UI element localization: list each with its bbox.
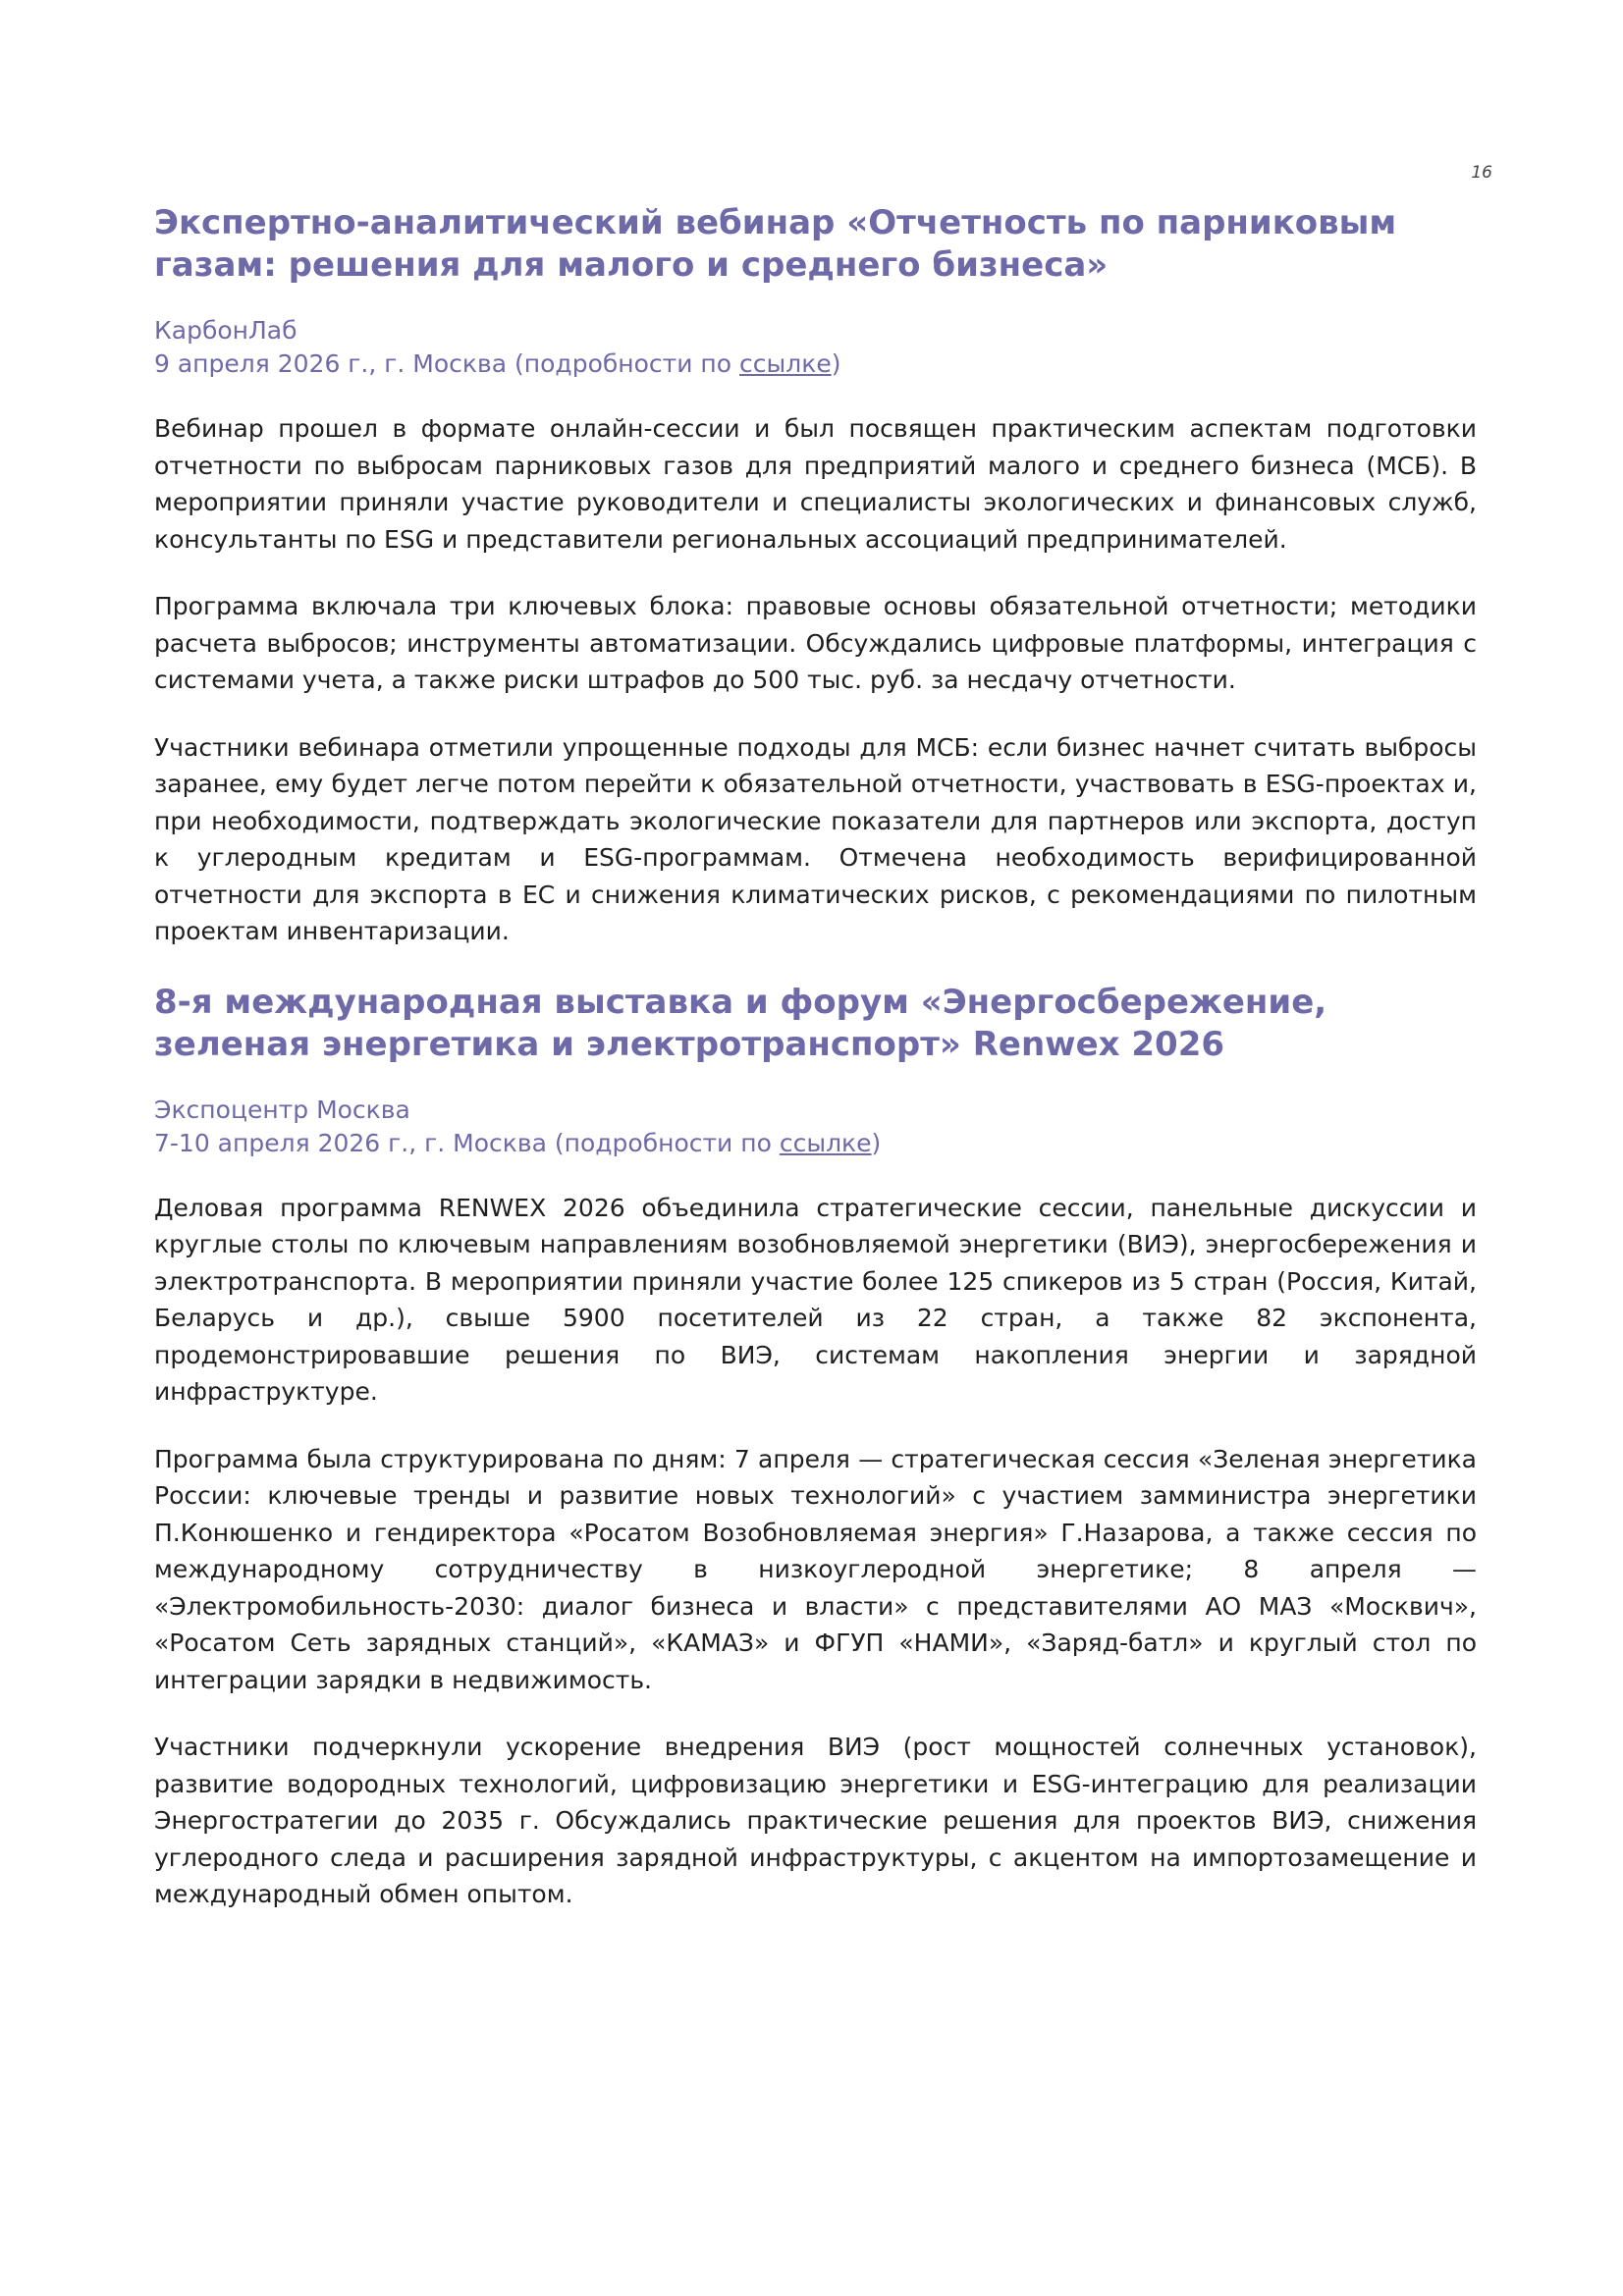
event-details (154, 347, 1477, 381)
event-section-renwex (154, 982, 1477, 1913)
event-organizer: Экспоцентр Москва (154, 1095, 410, 1124)
event-date-location: 7-10 апреля 2026 г., г. Москва (подробности по (154, 1128, 780, 1157)
event-title: Экспертно-аналитический вебинар «Отчетность по парниковым газам: решения для малого и среднего бизнеса» (154, 203, 1397, 285)
details-link[interactable]: ссылке (739, 349, 832, 378)
event-meta (154, 1094, 1477, 1160)
details-close-paren: ) (831, 349, 841, 378)
event-details (154, 1127, 1477, 1160)
paragraph: Участники вебинара отметили упрощенные подходы для МСБ: если бизнес начнет считать выбросы заранее, ему будет легче потом перейти к обязательной отчетности, участвовать в ESG-проектах и, при необходимости, подтверждать экологические показатели для партнеров или экспорта, доступ к углеродным кредитам и ESG-программам. Отмечена необходимость верифицированной отчетности для экспорта в ЕС и снижения климатических рисков, с рекомендациями по пилотным проектам инвентаризации. (154, 732, 1477, 945)
page-number: 16 (1471, 163, 1492, 183)
event-section-webinar (154, 202, 1477, 950)
details-close-paren: ) (871, 1128, 882, 1157)
document-body (154, 202, 1477, 1913)
event-date-location: 9 апреля 2026 г., г. Москва (подробности по (154, 349, 740, 378)
event-meta (154, 314, 1477, 381)
event-organizer: КарбонЛаб (154, 316, 298, 345)
paragraph: Вебинар прошел в формате онлайн-сессии и был посвящен практическим аспектам подготовки отчетности по выбросам парниковых газов для предприятий малого и среднего бизнеса (МСБ). В мероприятии приняли участие руководители и специалисты экологических и финансовых служб, консультанты по ESG и представители региональных ассоциаций предпринимателей. (154, 414, 1477, 554)
paragraph: Участники подчеркнули ускорение внедрения ВИЭ (рост мощностей солнечных установок), развитие водородных технологий, цифровизацию энергетики и ESG-интеграцию для реализации Энергостратегии до 2035 г. Обсуждались практические решения для проектов ВИЭ, снижения углеродного следа и расширения зарядной инфраструктуры, с акцентом на импортозамещение и международный обмен опытом. (154, 1733, 1477, 1908)
paragraph: Программа включала три ключевых блока: правовые основы обязательной отчетности; методики расчета выбросов; инструменты автоматизации. Обсуждались цифровые платформы, интеграция с системами учета, а также риски штрафов до 500 тыс. руб. за несдачу отчетности. (154, 592, 1477, 694)
paragraph: Программа была структурирована по дням: 7 апреля — стратегическая сессия «Зеленая энергетика России: ключевые тренды и развитие новых технологий» с участием замминистра энергетики П.Конюшенко и гендиректора «Росатом Возобновляемая энергия» Г.Назарова, а также сессия по международному сотрудничеству в низкоуглеродной энергетике; 8 апреля — «Электромобильность-2030: диалог бизнеса и власти» с представителями АО МАЗ «Москвич», «Росатом Сеть зарядных станций», «КАМАЗ» и ФГУП «НАМИ», «Заряд-батл» и круглый стол по интеграции зарядки в недвижимость. (154, 1444, 1477, 1694)
details-link[interactable]: ссылке (779, 1128, 872, 1157)
event-title: 8-я международная выставка и форум «Энергосбережение, зеленая энергетика и электротранспорт» Renwex 2026 (154, 982, 1327, 1064)
paragraph: Деловая программа RENWEX 2026 объединила стратегические сессии, панельные дискуссии и круглые столы по ключевым направлениям возобновляемой энергетики (ВИЭ), энергосбережения и электротранспорта. В мероприятии приняли участие более 125 спикеров из 5 стран (Россия, Китай, Беларусь и др.), свыше 5900 посетителей из 22 стран, а также 82 экспонента, продемонстрировавшие решения по ВИЭ, системам накопления энергии и зарядной инфраструктуре. (154, 1193, 1477, 1406)
